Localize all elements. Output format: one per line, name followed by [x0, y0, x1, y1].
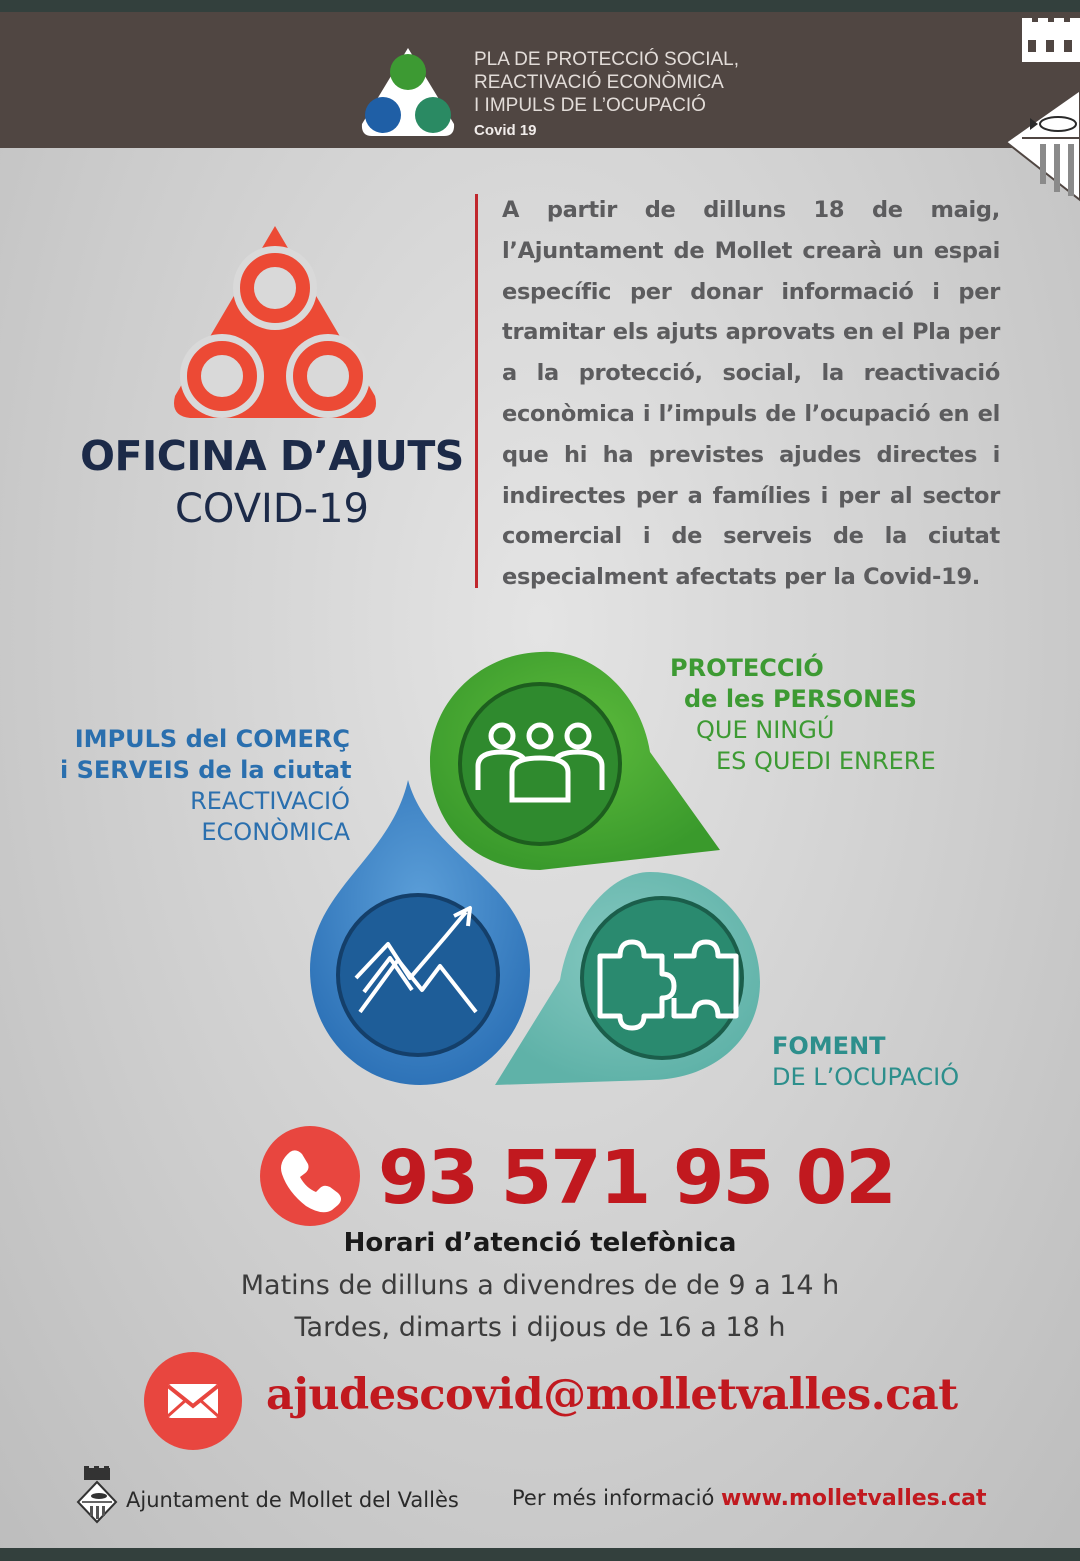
three-circles-logo-icon [358, 46, 458, 138]
people-label-line-4: ES QUEDI ENRERE [716, 747, 936, 775]
commerce-label-line-3: REACTIVACIÓ [190, 787, 350, 815]
hours-title: Horari d’atenció telefònica [343, 1228, 737, 1258]
office-title: OFICINA D’AJUTS [80, 432, 464, 480]
intro-paragraph: A partir de dilluns 18 de maig, l’Ajuntament de Mollet crearà un espai específic per donar informació i per tramitar els ajuts aprovats en el Pla per a la protecció, social, la reactivació econòmica i l’impuls de l’ocupació en el que hi ha previstes ajudes directes i indirectes per a famílies i per al sector comercial i de serveis de la ciutat especialment afectats per la Covid-19. [502, 197, 1000, 591]
commerce-label-line-1: IMPULS del COMERÇ [74, 725, 350, 753]
header-line-3: I IMPULS DE L’OCUPACIÓ [474, 95, 706, 116]
people-label-line-3: QUE NINGÚ [696, 716, 835, 744]
footer-crest-icon [76, 1466, 118, 1524]
hours-line-2: Tardes, dimarts i dijous de 16 a 18 h [294, 1312, 786, 1343]
commerce-label-line-4: ECONÒMICA [201, 818, 350, 846]
website-link[interactable]: www.molletvalles.cat [721, 1486, 987, 1511]
email-link[interactable]: ajudescovid@molletvalles.cat [266, 1370, 958, 1420]
header-covid-label: Covid 19 [474, 122, 537, 139]
mail-button[interactable] [144, 1352, 242, 1450]
employment-label-line-1: FOMENT [772, 1032, 886, 1060]
top-strip [0, 0, 1080, 12]
office-subtitle: COVID-19 [174, 486, 369, 532]
people-label-line-2: de les PERSONES [684, 685, 917, 713]
commerce-circle [338, 895, 498, 1055]
commerce-label-line-2: i SERVEIS de la ciutat [60, 756, 352, 784]
commerce-label [60, 724, 350, 848]
bottom-strip [0, 1548, 1080, 1561]
more-info-label: Per més informació [512, 1486, 722, 1510]
people-label-line-1: PROTECCIÓ [670, 654, 824, 682]
phone-icon [260, 1126, 360, 1226]
header-line-2: REACTIVACIÓ ECONÒMICA [474, 72, 724, 93]
employment-label [772, 1031, 959, 1093]
header-line-1: PLA DE PROTECCIÓ SOCIAL, [474, 49, 740, 70]
employment-circle [582, 898, 742, 1058]
people-label [670, 653, 936, 777]
more-info [512, 1486, 987, 1511]
envelope-icon [144, 1352, 242, 1450]
phone-number[interactable]: 93 571 95 02 [378, 1135, 895, 1221]
office-logo-icon [170, 226, 380, 422]
header-bar [0, 12, 1080, 148]
council-name: Ajuntament de Mollet del Vallès [126, 1488, 459, 1512]
phone-button[interactable] [260, 1126, 360, 1226]
header-text [474, 48, 739, 142]
employment-label-line-2: DE L’OCUPACIÓ [772, 1063, 960, 1091]
divider-line [475, 194, 478, 588]
town-crest-icon [1000, 12, 1080, 202]
hours-line-1: Matins de dilluns a divendres de de 9 a 14 h [240, 1270, 840, 1301]
